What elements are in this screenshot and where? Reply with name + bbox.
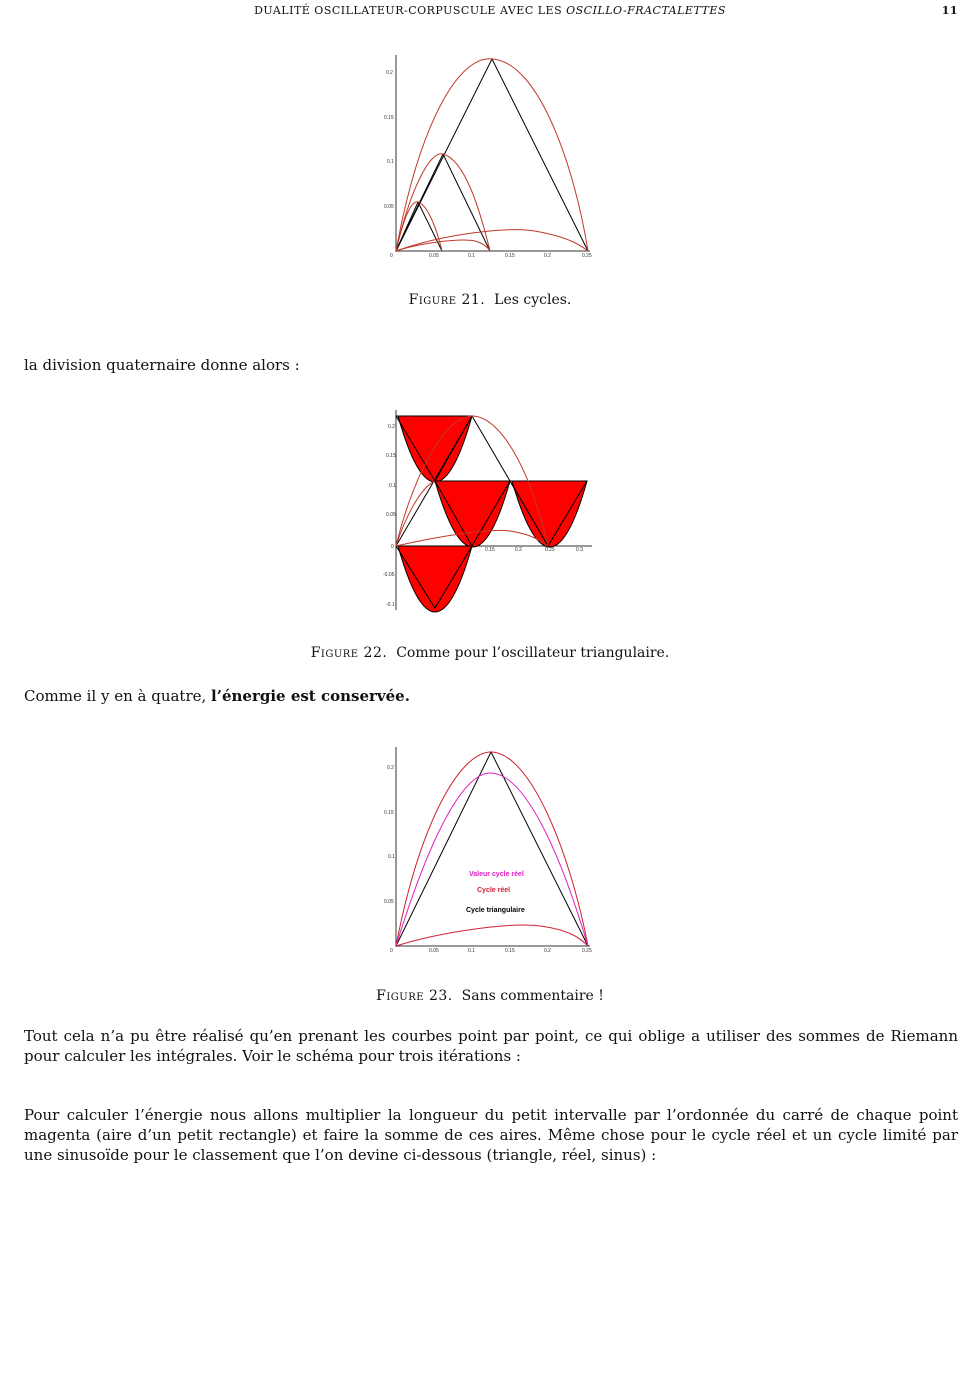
y-tick-label: 0.15 [384,810,394,816]
y-tick-label: 0.05 [384,204,394,210]
triangle-cycle [396,752,588,946]
paragraph: la division quaternaire donne alors : [24,356,300,374]
y-tick-label: 0.15 [386,453,396,459]
x-tick-label: 0.1 [468,253,475,259]
legend-triangular-cycle: Cycle triangulaire [466,907,525,914]
page-number: 11 [941,4,958,17]
x-tick-label: 0.25 [582,253,592,259]
y-tick-label: 0.2 [388,424,395,430]
x-tick-label: 0.1 [468,948,475,954]
y-tick-label: -0.1 [386,602,395,608]
x-tick-label: 0.2 [544,253,551,259]
figure-23-chart [380,742,600,957]
figure-label: Figure 21. [408,292,486,308]
figure-caption-text: Les cycles. [494,292,572,308]
y-tick-label: 0.15 [384,115,394,121]
y-tick-label: 0.05 [386,512,396,518]
legend-value-cycle: Valeur cycle réel [469,871,524,878]
paragraph-text: Comme il y en à quatre, [24,687,212,705]
x-tick-label: 0.15 [505,253,515,259]
figure-23-caption [0,988,980,1004]
figure-caption-text: Sans commentaire ! [461,988,604,1004]
y-tick-label: 0.2 [386,70,393,76]
triangle-large [396,59,588,251]
x-tick-label: 0.25 [545,547,555,553]
figure-label: Figure 23. [376,988,453,1004]
x-tick-label: 0.15 [505,948,515,954]
y-tick-label: 0.2 [387,765,394,771]
header-title: DUALITÉ OSCILLATEUR-CORPUSCULE AVEC LES OSCILLO-FRACTALETTES [254,4,726,17]
x-tick-label: 0.05 [429,948,439,954]
y-tick-label: 0 [391,544,394,550]
y-tick-label: 0.1 [389,483,396,489]
paragraph-energy-calc: Pour calculer l’énergie nous allons multiplier la longueur du petit intervalle par l’ordonnée du carré de chaque point magenta (aire d’un petit rectangle) et faire la somme de ces aires. Même chose pour le cycle réel et un cycle limité par une sinusoïde pour le classement que l’on devine ci-dessous (triangle, réel, sinus) : [24,1106,958,1164]
figure-caption-text: Comme pour l’oscillateur triangulaire. [396,645,670,661]
arc-real-cycle [396,752,588,946]
figure-21-caption [0,292,980,308]
y-tick-label: 0.1 [388,854,395,860]
arc-flat-large [396,230,588,251]
figure-21-chart [380,50,600,265]
parabola-fill-right [512,481,587,547]
figure-22-caption [0,645,980,661]
arc-medium [396,154,490,251]
legend-real-cycle: Cycle réel [477,887,511,894]
running-header [0,4,980,24]
y-tick-label: -0.05 [383,572,395,578]
x-tick-label: 0.15 [485,547,495,553]
parabola-fill-top-left [398,416,472,482]
y-tick-label: 0.1 [387,159,394,165]
figure-22-chart [380,408,600,618]
arc-value-cycle [396,773,588,946]
figure-label: Figure 22. [310,645,388,661]
paragraph-riemann: Tout cela n’a pu être réalisé qu’en prenant les courbes point par point, ce qui oblige a utiliser des sommes de Riemann pour calculer les intégrales. Voir le schéma pour trois itérations : [24,1027,958,1065]
arc-flat-cycle [396,925,588,946]
x-tick-label: 0.05 [429,253,439,259]
parabola-fill-middle [435,481,510,547]
parabola-fill-bottom [398,546,472,612]
x-tick-label: 0 [390,948,393,954]
y-tick-label: 0.05 [384,899,394,905]
x-tick-label: 0.3 [576,547,583,553]
paragraph-bold-text: l’énergie est conservée. [211,687,410,705]
x-tick-label: 0.2 [515,547,522,553]
x-tick-label: 0 [390,253,393,259]
arc-large [396,59,588,251]
x-tick-label: 0.2 [544,948,551,954]
paragraph-energy [24,686,958,706]
x-tick-label: 0.25 [582,948,592,954]
arc-flat-medium [396,240,490,251]
